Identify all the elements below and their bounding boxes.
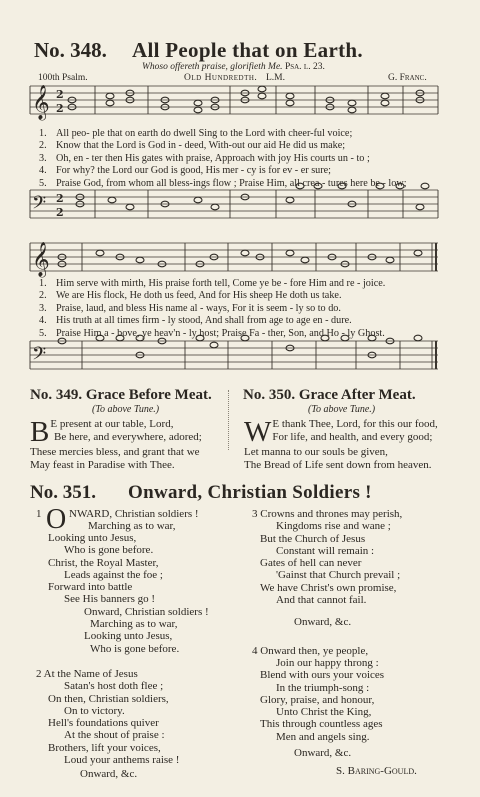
drop-cap: O — [46, 504, 67, 535]
hymn-351-title: Onward, Christian Soldiers ! — [128, 482, 372, 503]
hymn-348-number: No. 348. — [34, 38, 107, 62]
verse-line: 1. Him serve with mirth, His praise forth tell, Come ye be - fore Him and re - joice. — [39, 278, 386, 289]
drop-cap: B — [30, 416, 50, 448]
svg-text:2: 2 — [56, 102, 64, 115]
hymn-350-heading: No. 350. Grace After Meat. — [243, 387, 416, 403]
bass-clef-icon: 𝄢 — [32, 193, 47, 218]
composer: G. Franc. — [388, 73, 427, 83]
svg-text:2: 2 — [56, 206, 64, 219]
onward-ref: Onward, &c. — [294, 616, 352, 629]
verse-line: 3. Oh, en - ter then His gates with praise, Approach with joy His courts un - to ; — [39, 152, 370, 164]
author: S. Baring-Gould. — [336, 765, 417, 778]
verse-line: 4. For why? the Lord our God is good, His mer - cy is for ev - er sure; — [39, 165, 332, 177]
svg-text:2: 2 — [56, 88, 64, 101]
hymn-349-tune-note: (To above Tune.) — [92, 404, 160, 415]
verse-line: 5. Praise God, from whom all bless-ings flow ; Praise Him, all crea - tures here be - low; — [39, 177, 407, 189]
verse-line: 1. All peo- ple that on earth do dwell Sing to the Lord with cheer-ful voice; — [39, 128, 353, 139]
treble-clef-icon: 𝄞 — [32, 242, 50, 277]
scripture-ref: Psa. l. 23. — [284, 62, 325, 72]
verse-line: 2. We are His flock, He doth us feed, And for His sheep He doth us take. — [39, 290, 342, 302]
verses-system-2 — [39, 278, 385, 340]
verse-line: 4. His truth at all times firm - ly stood, And shall from age to age en - dure. — [39, 315, 352, 327]
bass-clef-icon: 𝄢 — [32, 344, 47, 369]
hymn-349-heading: No. 349. Grace Before Meat. — [30, 387, 212, 403]
verse-line: 2. Know that the Lord is God in - deed, With-out our aid He did us make; — [39, 140, 346, 152]
tune-name: Old Hundredth. — [184, 73, 258, 83]
column-divider — [228, 390, 230, 450]
staff-bass-1 — [30, 190, 438, 218]
scripture-quote: Whoso offereth praise, glorifieth Me. — [142, 62, 283, 72]
verse-line: 3. Praise, laud, and bless His name al - ways, For it is seem - ly so to do. — [39, 302, 341, 314]
treble-clef-icon: 𝄞 — [32, 85, 50, 120]
hymn-351-number: No. 351. — [30, 482, 96, 503]
onward-ref: Onward, &c. — [80, 768, 138, 781]
tune-source: 100th Psalm. — [38, 73, 88, 83]
hymn-350-text: W E thank Thee, Lord, for this our food, For life, and health, and every good; Let manna to our souls be given, The Bread of Life sent down from heaven. — [244, 416, 438, 471]
staff-treble-2 — [30, 243, 438, 271]
tune-meter: L.M. — [266, 73, 285, 83]
onward-ref: Onward, &c. — [294, 747, 352, 760]
staff-treble-1 — [30, 86, 438, 114]
verse-line: 5. Praise Him a - bove, ye heav'n - ly host; Praise Fa - ther, Son, and Ho - ly Ghost. — [39, 327, 385, 339]
staff-bass-2 — [30, 341, 438, 369]
drop-cap: W — [244, 416, 272, 448]
verses-system-1 — [39, 128, 407, 190]
stanza-1-start: 1 O NWARD, Christian soldiers ! Marching as to war, — [36, 504, 199, 535]
hymn-351-left-column: 1 O NWARD, Christian soldiers ! Marching as to war, Looking unto Jesus, Who is gone before. Christ, the Royal Master, Leads against the foe ; Forward into battle See His banners go ! Onward, Christian soldiers ! Marching as to war, Looking unto Jesus, Who is gone before. 2 At the Name of Jesus Satan's host doth flee ; On then, Christian soldiers, On to victory. Hell's foundations quiver At the shout of praise : Brothers, lift your voices, Loud your anthems raise ! Onward, &c. — [36, 508, 236, 781]
hymn-350-tune-note: (To above Tune.) — [308, 404, 376, 415]
hymn-349-text: B E present at our table, Lord, Be here, and everywhere, adored; These mercies bless, and grant that we May feast in Paradise with Thee. — [30, 416, 202, 471]
svg-text:2: 2 — [56, 192, 64, 205]
hymn-351-right-column: 3 Crowns and thrones may perish, Kingdoms rise and wane ; But the Church of Jesus Constant will remain : Gates of hell can never 'Gainst that Church prevail ; We have Christ's own promise, And that cannot fail. Onward, &c. 4 Onward then, ye people, Join our happy throng : Blend with ours your voices In the triumph-song : Glory, praise, and honour, Unto Christ the King, This through countless ages Men and angels sing. Onward, &c. S. Baring-Gould. — [252, 508, 472, 778]
hymn-348-title: All People that on Earth. — [132, 38, 363, 62]
